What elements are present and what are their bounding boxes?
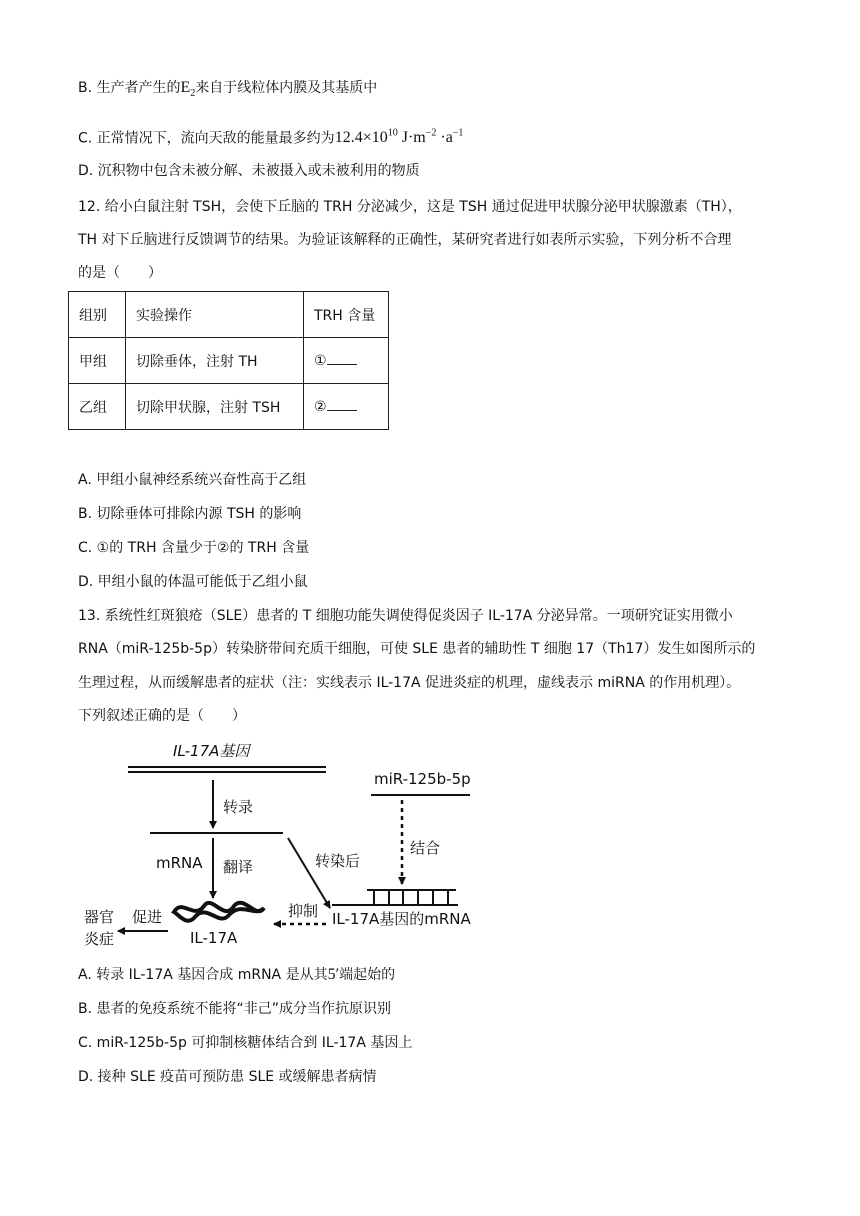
- target-mrna-label: IL-17A基因的mRNA: [332, 910, 471, 928]
- inhibit-label: 抑制: [288, 902, 319, 920]
- transfection-label: 转染后: [315, 852, 361, 870]
- experiment-table: [68, 291, 389, 430]
- table-row: [69, 384, 389, 430]
- answer-blank: [327, 352, 357, 365]
- q13-stem-line3: 生理过程，从而缓解患者的症状（注：实线表示 IL-17A 促进炎症的机理，虚线表示 miRNA 的作用机理）。: [78, 675, 741, 691]
- q12-option-c: C. ①的 TRH 含量少于②的 TRH 含量: [78, 540, 310, 556]
- base-pairing-rungs: [374, 890, 448, 905]
- header-trh: TRH 含量: [304, 292, 389, 338]
- cell-operation: 切除甲状腺，注射 TSH: [126, 384, 304, 430]
- table-row: [69, 338, 389, 384]
- energy-value: $12.4\times 10^{10}$ $J\cdot m^{-2} \cdot a^{-1}$: [334, 128, 464, 147]
- q11-option-b: [78, 78, 377, 104]
- q13-stem-line1: 13. 系统性红斑狼疮（SLE）患者的 T 细胞功能失调使得促炎因子 IL-17A 分泌异常。一项研究证实用微小: [78, 608, 733, 624]
- five-prime-mark: 5′: [327, 966, 340, 983]
- q12-stem-line2: TH 对下丘脑进行反馈调节的结果。为验证该解释的正确性，某研究者进行如表所示实验，下列分析不合理: [78, 232, 732, 248]
- mrna-label: mRNA: [156, 854, 203, 872]
- q11-option-b-tail: 来自于线粒体内膜及其基质中: [195, 80, 378, 96]
- q12-option-b: B. 切除垂体可排除内源 TSH 的影响: [78, 506, 302, 522]
- q12-option-d: D. 甲组小鼠的体温可能低于乙组小鼠: [78, 574, 308, 590]
- q13-option-b: B. 患者的免疫系统不能将“非己”成分当作抗原识别: [78, 1001, 392, 1017]
- q13-option-a-text: A. 转录 IL-17A 基因合成 mRNA 是从其: [78, 967, 328, 983]
- q13-option-a: [78, 965, 395, 985]
- energy-subscript: 2: [190, 88, 196, 100]
- energy-symbol: E: [180, 79, 191, 96]
- q13-option-a-tail: 端起始的: [339, 967, 396, 983]
- il17a-label: IL-17A: [190, 929, 238, 947]
- q13-stem-line2: RNA（miR-125b-5p）转染脐带间充质干细胞，可使 SLE 患者的辅助性 T 细胞 17（Th17）发生如图所示的: [78, 641, 756, 657]
- organ-label-1: 器官: [84, 908, 115, 926]
- mechanism-diagram: [78, 738, 498, 958]
- answer-blank: [327, 398, 357, 411]
- cell-trh: ①: [304, 338, 389, 384]
- q11-option-b-text: B. 生产者产生的: [78, 80, 181, 96]
- q11-option-c: [78, 124, 463, 148]
- table-header-row: [69, 292, 389, 338]
- q12-stem-line1: 12. 给小白鼠注射 TSH，会使下丘脑的 TRH 分泌减少，这是 TSH 通过促进甲状腺分泌甲状腺激素（TH），: [78, 199, 742, 215]
- transfection-arrow: [288, 838, 330, 908]
- cell-trh: ②: [304, 384, 389, 430]
- q13-option-d: D. 接种 SLE 疫苗可预防患 SLE 或缓解患者病情: [78, 1069, 377, 1085]
- mirna-label: miR-125b-5p: [374, 770, 471, 788]
- header-group: 组别: [69, 292, 126, 338]
- cell-operation: 切除垂体，注射 TH: [126, 338, 304, 384]
- promote-label: 促进: [132, 908, 163, 926]
- organ-label-2: 炎症: [84, 930, 115, 948]
- transcription-label: 转录: [223, 798, 254, 816]
- header-operation: 实验操作: [126, 292, 304, 338]
- q12-option-a: A. 甲组小鼠神经系统兴奋性高于乙组: [78, 472, 307, 488]
- q13-option-c: C. miR-125b-5p 可抑制核糖体结合到 IL-17A 基因上: [78, 1035, 413, 1051]
- q11-option-d: D. 沉积物中包含未被分解、未被摄入或未被利用的物质: [78, 163, 420, 179]
- q12-stem-line3: 的是（ ）: [78, 265, 162, 281]
- cell-group: 乙组: [69, 384, 126, 430]
- cell-group: 甲组: [69, 338, 126, 384]
- binding-label: 结合: [410, 839, 441, 857]
- q11-option-c-text: C. 正常情况下，流向天敌的能量最多约为: [78, 130, 335, 147]
- il17a-protein-icon: [174, 903, 264, 921]
- q13-stem-line4: 下列叙述正确的是（ ）: [78, 708, 246, 724]
- gene-label: IL-17A基因: [173, 742, 250, 760]
- translation-label: 翻译: [223, 858, 254, 876]
